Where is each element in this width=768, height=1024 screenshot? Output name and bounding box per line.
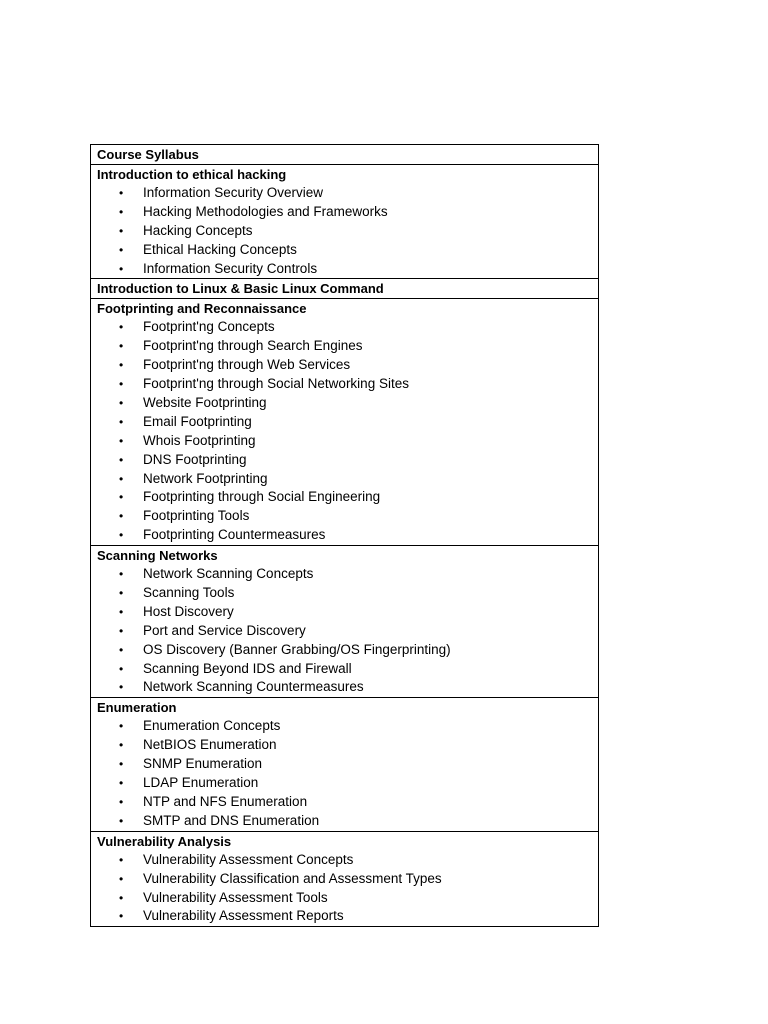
topic-list [97, 184, 598, 278]
syllabus-section-row [91, 546, 599, 698]
bullet-icon: • [119, 623, 124, 638]
topic-label: OS Discovery (Banner Grabbing/OS Fingerprinting) [143, 641, 451, 657]
topic-list-item [97, 812, 598, 831]
topic-label: Port and Service Discovery [143, 622, 306, 638]
topic-list-item [97, 793, 598, 812]
topic-list-item [97, 470, 598, 489]
syllabus-section-cell [91, 546, 599, 698]
syllabus-section-cell [91, 698, 599, 831]
section-title: Introduction to ethical hacking [97, 167, 287, 182]
topic-list-item [97, 526, 598, 545]
bullet-icon: • [119, 871, 124, 886]
topic-label: Scanning Beyond IDS and Firewall [143, 660, 352, 676]
topic-list-item [97, 774, 598, 793]
topic-label: Hacking Concepts [143, 222, 253, 238]
topic-list-item [97, 851, 598, 870]
bullet-icon: • [119, 794, 124, 809]
syllabus-section-cell [91, 165, 599, 279]
topic-label: Footprint'ng through Web Services [143, 357, 351, 373]
topic-label: Email Footprinting [143, 413, 252, 429]
bullet-icon: • [119, 890, 124, 905]
syllabus-section-row [91, 698, 599, 831]
bullet-icon: • [119, 852, 124, 867]
topic-list-item [97, 413, 598, 432]
bullet-icon: • [119, 490, 124, 505]
topic-label: Website Footprinting [143, 395, 267, 411]
topic-list-item [97, 394, 598, 413]
bullet-icon: • [119, 661, 124, 676]
syllabus-header: Course Syllabus [91, 145, 599, 165]
topic-label: Footprinting Countermeasures [143, 527, 326, 543]
bullet-icon: • [119, 186, 124, 200]
section-title: Vulnerability Analysis [97, 833, 232, 849]
topic-list-item [97, 565, 598, 584]
topic-label: Network Scanning Concepts [143, 566, 314, 582]
bullet-icon: • [119, 471, 124, 486]
topic-label: Hacking Methodologies and Frameworks [143, 203, 388, 219]
topic-label: Ethical Hacking Concepts [143, 241, 297, 257]
topic-list-item [97, 622, 598, 641]
bullet-icon: • [119, 567, 124, 582]
topic-label: SMTP and DNS Enumeration [143, 812, 320, 828]
section-title: Footprinting and Reconnaissance [97, 301, 307, 317]
bullet-icon: • [119, 242, 124, 257]
topic-list [97, 717, 598, 830]
topic-label: Footprinting Tools [143, 508, 250, 524]
syllabus-section-row [91, 831, 599, 927]
syllabus-section-cell [91, 831, 599, 927]
topic-list-item [97, 660, 598, 679]
topic-list-item [97, 337, 598, 356]
topic-label: Vulnerability Classification and Assessment Types [143, 870, 442, 886]
syllabus-header-row [91, 145, 599, 165]
topic-label: NTP and NFS Enumeration [143, 793, 308, 809]
bullet-icon: • [119, 757, 124, 772]
topic-list-item [97, 641, 598, 660]
topic-label: Footprinting through Social Engineering [143, 489, 381, 505]
topic-list-item [97, 889, 598, 908]
bullet-icon: • [119, 261, 124, 276]
section-title: Scanning Networks [97, 548, 218, 564]
topic-list-item [97, 507, 598, 526]
topic-list-item [97, 375, 598, 394]
bullet-icon: • [119, 642, 124, 657]
topic-label: SNMP Enumeration [143, 756, 263, 772]
topic-label: DNS Footprinting [143, 451, 247, 467]
topic-list-item [97, 260, 598, 279]
bullet-icon: • [119, 433, 124, 448]
topic-list-item [97, 241, 598, 260]
topic-list-item [97, 203, 598, 222]
topic-list-item [97, 184, 598, 203]
syllabus-section-row [91, 299, 599, 546]
bullet-icon: • [119, 223, 124, 238]
syllabus-table [90, 144, 599, 927]
bullet-icon: • [119, 358, 124, 373]
bullet-icon: • [119, 680, 124, 695]
topic-list-item [97, 717, 598, 736]
topic-list-item [97, 907, 598, 926]
bullet-icon: • [119, 528, 124, 543]
bullet-icon: • [119, 204, 124, 219]
topic-list-item [97, 318, 598, 337]
topic-list [97, 851, 598, 927]
bullet-icon: • [119, 320, 124, 335]
topic-list [97, 565, 598, 697]
topic-list-item [97, 678, 598, 697]
topic-label: Vulnerability Assessment Tools [143, 889, 328, 905]
topic-list-item [97, 222, 598, 241]
bullet-icon: • [119, 509, 124, 524]
topic-list-item [97, 488, 598, 507]
topic-list-item [97, 356, 598, 375]
bullet-icon: • [119, 339, 124, 354]
topic-list-item [97, 736, 598, 755]
topic-label: Vulnerability Assessment Reports [143, 908, 344, 924]
topic-label: Footprint'ng through Social Networking Sites [143, 376, 409, 392]
bullet-icon: • [119, 414, 124, 429]
topic-label: Scanning Tools [143, 585, 235, 601]
syllabus-section-cell [91, 279, 599, 299]
topic-label: Information Security Controls [143, 260, 318, 276]
topic-list-item [97, 432, 598, 451]
topic-list-item [97, 755, 598, 774]
syllabus-table-body [91, 145, 599, 927]
bullet-icon: • [119, 586, 124, 601]
bullet-icon: • [119, 909, 124, 924]
bullet-icon: • [119, 738, 124, 753]
topic-list-item [97, 584, 598, 603]
bullet-icon: • [119, 452, 124, 467]
syllabus-section-row [91, 279, 599, 299]
topic-label: Whois Footprinting [143, 432, 256, 448]
topic-label: Enumeration Concepts [143, 718, 281, 734]
bullet-icon: • [119, 813, 124, 828]
topic-label: Host Discovery [143, 603, 234, 619]
topic-label: Footprint'ng through Search Engines [143, 338, 363, 354]
bullet-icon: • [119, 776, 124, 791]
bullet-icon: • [119, 719, 124, 734]
topic-list-item [97, 451, 598, 470]
bullet-icon: • [119, 604, 124, 619]
bullet-icon: • [119, 377, 124, 392]
section-title: Introduction to Linux & Basic Linux Command [97, 281, 384, 297]
topic-label: LDAP Enumeration [143, 775, 259, 791]
topic-list [97, 318, 598, 545]
topic-label: Network Scanning Countermeasures [143, 679, 364, 695]
topic-label: Information Security Overview [143, 185, 324, 200]
topic-list-item [97, 870, 598, 889]
topic-label: NetBIOS Enumeration [143, 737, 277, 753]
section-title: Enumeration [97, 700, 177, 716]
syllabus-section-cell [91, 299, 599, 546]
topic-label: Network Footprinting [143, 470, 268, 486]
topic-label: Footprint'ng Concepts [143, 319, 275, 335]
bullet-icon: • [119, 396, 124, 411]
topic-label: Vulnerability Assessment Concepts [143, 851, 354, 867]
syllabus-section-row [91, 165, 599, 279]
topic-list-item [97, 603, 598, 622]
